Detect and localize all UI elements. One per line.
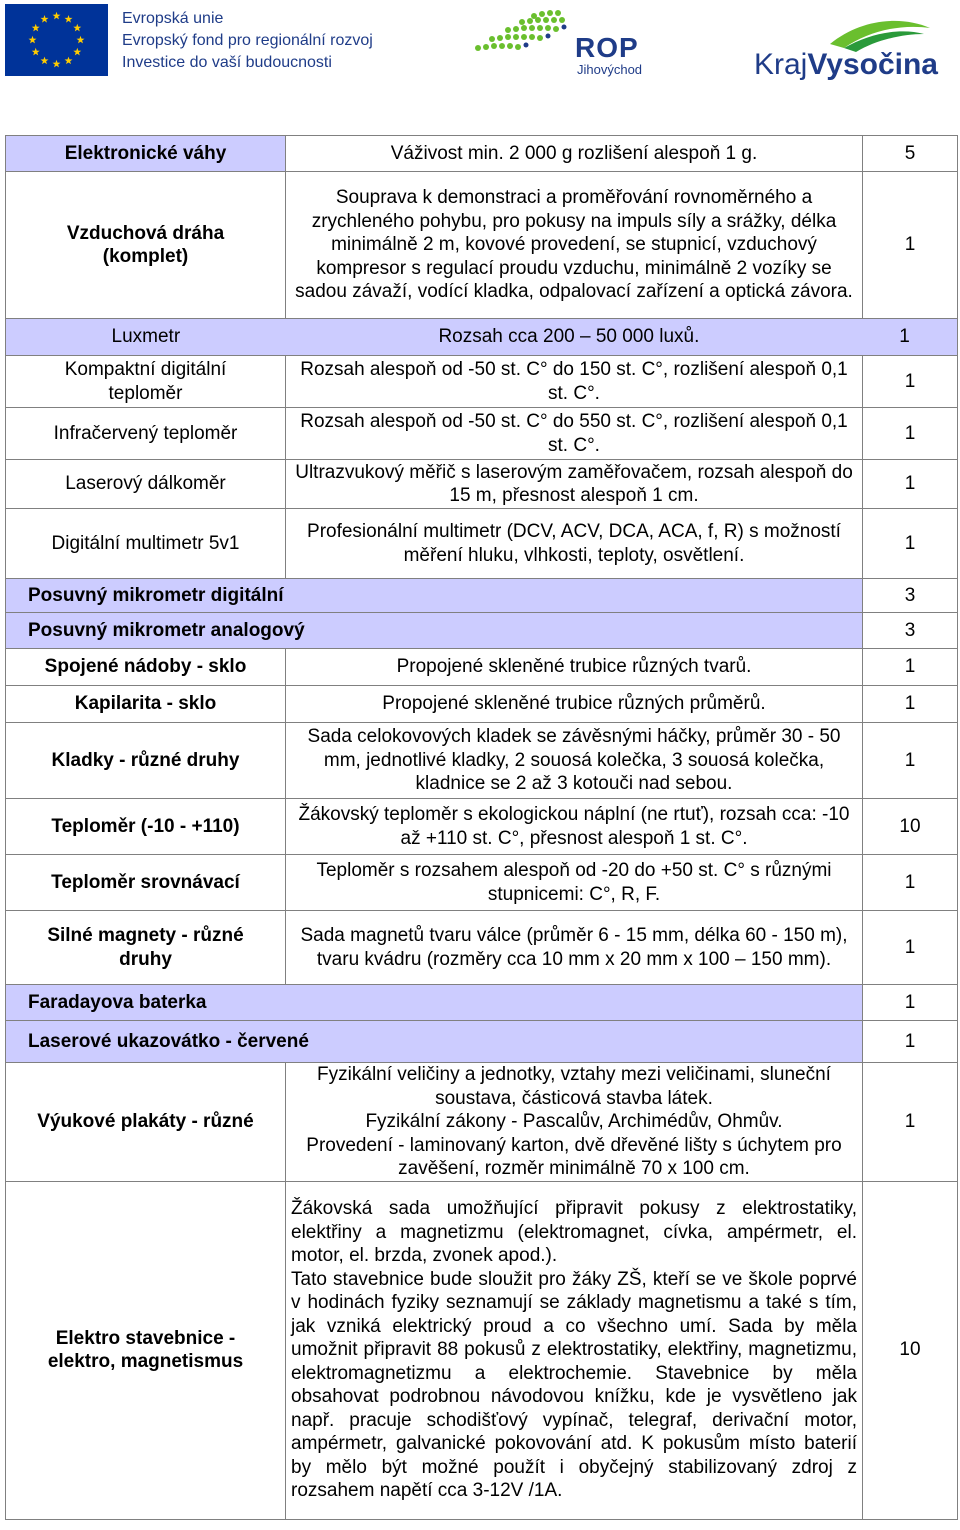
item-desc: Sada magnetů tvaru válce (průměr 6 - 15 mm, délka 60 - 150 m), tvaru kvádru (rozměry cca 10 mm x 20 mm x 100 – 150 mm).: [286, 911, 863, 985]
eu-line-1: Evropská unie: [122, 10, 224, 27]
table-row: [6, 356, 958, 408]
item-full-row: [6, 319, 958, 356]
item-name: [6, 172, 286, 319]
item-qty: 1: [863, 356, 958, 408]
eu-text: [122, 8, 373, 74]
item-name: Teploměr srovnávací: [6, 855, 286, 911]
eu-star-icon: [41, 57, 49, 65]
eu-star-icon: [65, 57, 73, 65]
item-qty: 1: [863, 1063, 958, 1182]
item-qty: 1: [863, 649, 958, 686]
table-row: [6, 985, 958, 1021]
item-qty: 5: [863, 136, 958, 172]
desc-paragraph: Fyzikální zákony - Pascalův, Archimédův, Ohmův.: [365, 1111, 783, 1132]
desc-paragraph: Fyzikální veličiny a jednotky, vztahy mezi veličinami, sluneční soustava, částicová stavba látek.: [317, 1064, 831, 1109]
rop-subtitle: Jihovýchod: [577, 62, 643, 77]
eu-flag-logo: [5, 4, 108, 76]
table-row: [6, 509, 958, 579]
eu-star-icon: [29, 36, 37, 44]
table-row: [6, 579, 958, 613]
eu-star-icon: [73, 24, 81, 32]
item-desc: Rozsah alespoň od -50 st. C° do 550 st. C°, rozlišení alespoň 0,1 st. C°.: [286, 408, 863, 460]
table-row: [6, 172, 958, 319]
table-row: [6, 1021, 958, 1063]
item-name: Spojené nádoby - sklo: [6, 649, 286, 686]
table-row: [6, 723, 958, 799]
item-name: Luxmetr: [111, 326, 181, 348]
item-name: Infračervený teploměr: [6, 408, 286, 460]
item-qty: 1: [899, 326, 910, 348]
item-qty: 1: [863, 723, 958, 799]
table-row: [6, 1063, 958, 1182]
item-name: Výukové plakáty - různé: [6, 1063, 286, 1182]
table-row: [6, 613, 958, 649]
item-name: [6, 356, 286, 408]
table-row: [6, 686, 958, 723]
item-desc: Profesionální multimetr (DCV, ACV, DCA, ACA, f, R) s možností měření hluku, vlhkosti, teploty, osvětlení.: [286, 509, 863, 579]
table-row: [6, 408, 958, 460]
kraj-vysocina-logo: [752, 14, 952, 84]
item-name: Posuvný mikrometr analogový: [6, 613, 863, 649]
item-name: [6, 1181, 286, 1519]
item-name-text: Vzduchová dráha (komplet): [66, 222, 225, 267]
item-qty: 10: [863, 799, 958, 855]
item-name: Teploměr (-10 - +110): [6, 799, 286, 855]
eu-star-icon: [65, 15, 73, 23]
item-qty: 1: [863, 509, 958, 579]
item-name: Faradayova baterka: [6, 985, 863, 1021]
kraj-light: Kraj: [754, 48, 808, 81]
item-desc: Teploměr s rozsahem alespoň od -20 do +50 st. C° s různými stupnicemi: C°, R, F.: [286, 855, 863, 911]
desc-paragraph: Provedení - laminovaný karton, dvě dřevěné lišty s úchytem pro zavěšení, rozměr minimálně 70 x 100 cm.: [306, 1134, 842, 1179]
item-desc: Propojené skleněné trubice různých průměrů.: [286, 686, 863, 723]
item-desc: Souprava k demonstraci a proměřování rovnoměrného a zrychleného pohybu, pro pokusy na impuls síly a srážky, délka minimálně 2 m, kovové provedení, se stupnicí, vzduchový kompresor s regulací proudu vzduchu, minimálně 2 vozíky se sadou závaží, vodící kladka, odpalovací zařízení a optická závora.: [286, 172, 863, 319]
table-row: [6, 460, 958, 509]
eu-line-2: Evropský fond pro regionální rozvoj: [122, 32, 373, 49]
item-desc: Ultrazvukový měřič s laserovým zaměřovačem, rozsah alespoň do 15 m, přesnost alespoň 1 cm.: [286, 460, 863, 509]
item-qty: 1: [863, 460, 958, 509]
item-qty: 1: [863, 855, 958, 911]
eu-star-icon: [73, 48, 81, 56]
item-qty: 3: [863, 579, 958, 613]
eu-star-icon: [32, 48, 40, 56]
eu-star-icon: [32, 24, 40, 32]
table-row: [6, 136, 958, 172]
item-name: Digitální multimetr 5v1: [6, 509, 286, 579]
item-desc: Propojené skleněné trubice různých tvarů.: [286, 649, 863, 686]
item-desc: Rozsah cca 200 – 50 000 luxů.: [438, 326, 700, 348]
item-name-text: Kompaktní digitální teploměr: [64, 359, 227, 404]
item-name: Laserový dálkoměr: [6, 460, 286, 509]
item-name-text: Silné magnety - různé druhy: [47, 925, 244, 970]
eu-star-icon: [53, 60, 61, 68]
item-desc: Váživost min. 2 000 g rozlišení alespoň 1 g.: [286, 136, 863, 172]
eu-line-3: Investice do vaší budoucnosti: [122, 54, 332, 71]
item-name: Elektronické váhy: [6, 136, 286, 172]
item-qty: 1: [863, 408, 958, 460]
eu-star-icon: [53, 12, 61, 20]
item-desc: [286, 1063, 863, 1182]
rop-title: ROP: [575, 32, 639, 63]
table-row: [6, 799, 958, 855]
table-row: [6, 649, 958, 686]
item-qty: 1: [863, 911, 958, 985]
kraj-bold: Vysočina: [807, 48, 938, 81]
item-qty: 1: [863, 686, 958, 723]
item-qty: 3: [863, 613, 958, 649]
item-name: Laserové ukazovátko - červené: [6, 1021, 863, 1063]
eu-star-icon: [77, 36, 85, 44]
item-name: [6, 911, 286, 985]
item-desc: Sada celokovových kladek se závěsnými háčky, průměr 30 - 50 mm, jednotlivé kladky, 2 souosá kolečka, 3 souosá kolečka, kladnice se 2 až 3 kotouči nad sebou.: [286, 723, 863, 799]
rop-logo: [472, 8, 662, 80]
item-name: Posuvný mikrometr digitální: [6, 579, 863, 613]
equipment-table: [5, 135, 958, 1520]
table-row: [6, 1181, 958, 1519]
kraj-text: [754, 48, 938, 82]
item-desc: Žákovský teploměr s ekologickou náplní (ne rtuť), rozsah cca: -10 až +110 st. C°, přesnost alespoň 1 st. C°.: [286, 799, 863, 855]
item-name: Kladky - různé druhy: [6, 723, 286, 799]
rop-leaf-icon: [472, 8, 572, 58]
item-qty: 10: [863, 1181, 958, 1519]
desc-paragraph: Tato stavebnice bude sloužit pro žáky ZŠ, kteří se ve škole poprvé v hodinách fyziky seznamují se základy magnetismu a také s tím, jak vzniká elektrický proud a co všechno umí. Sada by měla umožnit připravit 88 pokusů z elektrostatiky, elektřiny, magnetizmu, elektromagnetizmu a elektrochemie. Stavebnice by měla obsahovat podrobnou návodovou knížku, kde je vysvětleno jak např. pracuje schodišťový vypínač, telegraf, derivační motor, ampérmetr, galvanické pokovování atd. K pokusům místo baterií by mělo být možné použít i obyčejný stabilizovaný zdroj z rozsahem napětí cca 3-12V /1A.: [291, 1268, 857, 1502]
item-name: Kapilarita - sklo: [6, 686, 286, 723]
table-row: [6, 855, 958, 911]
item-qty: 1: [863, 172, 958, 319]
item-desc: [286, 1181, 863, 1519]
table-row: [6, 911, 958, 985]
eu-star-icon: [41, 15, 49, 23]
item-name-text: Elektro stavebnice - elektro, magnetismus: [47, 1327, 244, 1372]
desc-paragraph: Žákovská sada umožňující připravit pokusy z elektrostatiky, elektřiny a magnetizmu (elektromagnet, cívka, ampérmetr, el. motor, el. brzda, zvonek apod.).: [291, 1198, 857, 1267]
item-qty: 1: [863, 985, 958, 1021]
item-desc: Rozsah alespoň od -50 st. C° do 150 st. C°, rozlišení alespoň 0,1 st. C°.: [286, 356, 863, 408]
table-row: [6, 319, 958, 356]
header-logos: [0, 0, 960, 100]
item-qty: 1: [863, 1021, 958, 1063]
